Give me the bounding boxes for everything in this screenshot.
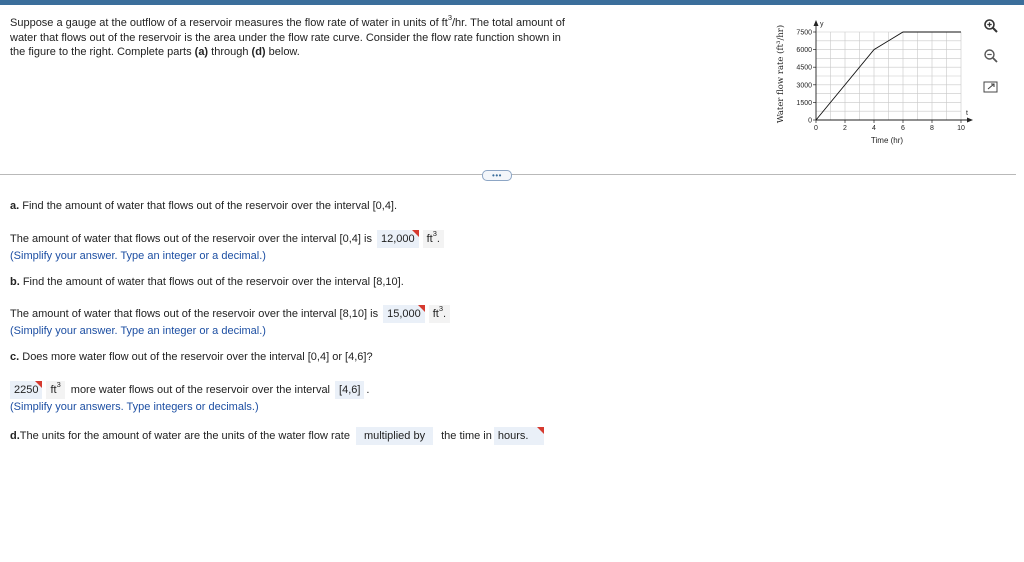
intro-part-a: (a) — [194, 46, 209, 58]
part-d-middle-text: the time in — [441, 430, 492, 442]
zoom-in-button[interactable] — [981, 16, 1001, 36]
x-tick-label: 0 — [814, 125, 818, 132]
part-b-period: . — [443, 308, 447, 320]
part-c-unit-text: ft — [50, 384, 57, 396]
part-a-hint: (Simplify your answer. Type an integer or a decimal.) — [10, 250, 266, 262]
x-axis-label: Time (hr) — [870, 136, 904, 145]
x-axis-arrow — [967, 118, 973, 123]
popout-button[interactable] — [981, 77, 1001, 97]
x-axis-letter: t — [966, 110, 968, 117]
part-c-middle-text: more water flows out of the reservoir over the interval — [70, 384, 331, 396]
y-axis-label: Water flow rate (ft³/hr) — [776, 24, 786, 124]
intro-through: through — [208, 46, 252, 58]
part-b-question — [10, 276, 404, 288]
flow-rate-graph — [770, 14, 980, 154]
part-c-answer-field[interactable]: 2250 — [10, 381, 42, 399]
part-c-answer-row — [8, 381, 369, 399]
y-tick-label: 3000 — [796, 82, 812, 90]
part-c-label: c. — [10, 351, 20, 363]
zoom-out-button[interactable] — [981, 46, 1001, 66]
part-b-hint: (Simplify your answer. Type an integer or a decimal.) — [10, 325, 266, 337]
part-a-label: a. — [10, 200, 20, 212]
zoom-out-icon — [983, 48, 999, 64]
popout-icon — [983, 80, 999, 94]
intro-exponent: 3 — [447, 13, 452, 23]
graph-grid — [816, 32, 961, 120]
part-d-text: The units for the amount of water are the units of the water flow rate — [19, 430, 350, 442]
part-c-period: . — [366, 384, 370, 396]
part-d-operation-select[interactable]: multiplied by — [356, 427, 433, 445]
part-b-unit-exp: 3 — [438, 304, 444, 314]
part-b-answer-field[interactable]: 15,000 — [383, 305, 425, 323]
part-d-label: d. — [10, 430, 20, 442]
part-b-unit-text: ft — [432, 308, 439, 320]
x-tick-label: 8 — [930, 125, 934, 132]
part-a-answer-field[interactable]: 12,000 — [377, 230, 419, 248]
part-a-unit-text: ft — [426, 233, 433, 245]
y-tick-label: 1500 — [796, 99, 812, 107]
problem-intro — [10, 13, 570, 60]
part-d-time-unit-select[interactable]: hours. — [494, 427, 545, 445]
x-tick-label: 2 — [843, 125, 847, 132]
part-b-unit — [429, 305, 450, 323]
part-a-period: . — [436, 233, 440, 245]
part-c-text: Does more water flow out of the reservoir over the interval [0,4] or [4,6]? — [19, 351, 373, 363]
part-c-question — [10, 351, 373, 363]
part-c-unit — [46, 381, 64, 399]
intro-end: below. — [265, 46, 300, 58]
y-tick-label: 7500 — [796, 29, 812, 37]
y-tick-label: 4500 — [796, 64, 812, 72]
expand-more-button[interactable] — [482, 170, 512, 181]
part-b-answer-prefix: The amount of water that flows out of the reservoir over the interval [8,10] is — [10, 308, 379, 320]
y-tick-label: 6000 — [796, 47, 812, 55]
part-c-interval-select[interactable]: [4,6] — [335, 381, 364, 399]
part-d-row — [10, 427, 546, 445]
y-axis-letter: y — [820, 21, 824, 28]
top-bar — [0, 0, 1024, 5]
graph-ticks — [796, 30, 965, 133]
x-tick-label: 10 — [957, 125, 965, 132]
part-c-hint: (Simplify your answers. Type integers or decimals.) — [10, 401, 259, 413]
intro-text: Suppose a gauge at the outflow of a reservoir measures the flow rate of water in units of ft — [10, 17, 448, 29]
part-a-unit-exp: 3 — [432, 229, 437, 239]
zoom-in-icon — [983, 18, 999, 34]
x-tick-label: 4 — [872, 125, 876, 132]
y-tick-label: 0 — [808, 117, 812, 125]
intro-part-d: (d) — [251, 46, 266, 58]
part-a-answer-prefix: The amount of water that flows out of the reservoir over the interval [0,4] is — [10, 233, 372, 245]
graph-axes — [814, 20, 974, 123]
intro-text-2: /hr. The total amount of water that flows out of the reservoir is the area under the flow rate curve. Consider the flow rate function shown in the figure to the right. Complete parts — [10, 17, 565, 58]
x-tick-label: 6 — [901, 125, 905, 132]
part-b-text: Find the amount of water that flows out of the reservoir over the interval [8,10]. — [19, 276, 404, 288]
part-a-answer-row — [10, 230, 444, 248]
part-a-unit — [423, 230, 444, 248]
y-axis-arrow — [814, 20, 819, 26]
ellipsis-icon: ••• — [492, 170, 502, 180]
part-b-label: b. — [10, 276, 20, 288]
part-c-unit-exp: 3 — [56, 380, 61, 390]
part-a-text: Find the amount of water that flows out of the reservoir over the interval [0,4]. — [19, 200, 398, 212]
part-a-question — [10, 200, 397, 212]
part-b-answer-row — [10, 305, 450, 323]
